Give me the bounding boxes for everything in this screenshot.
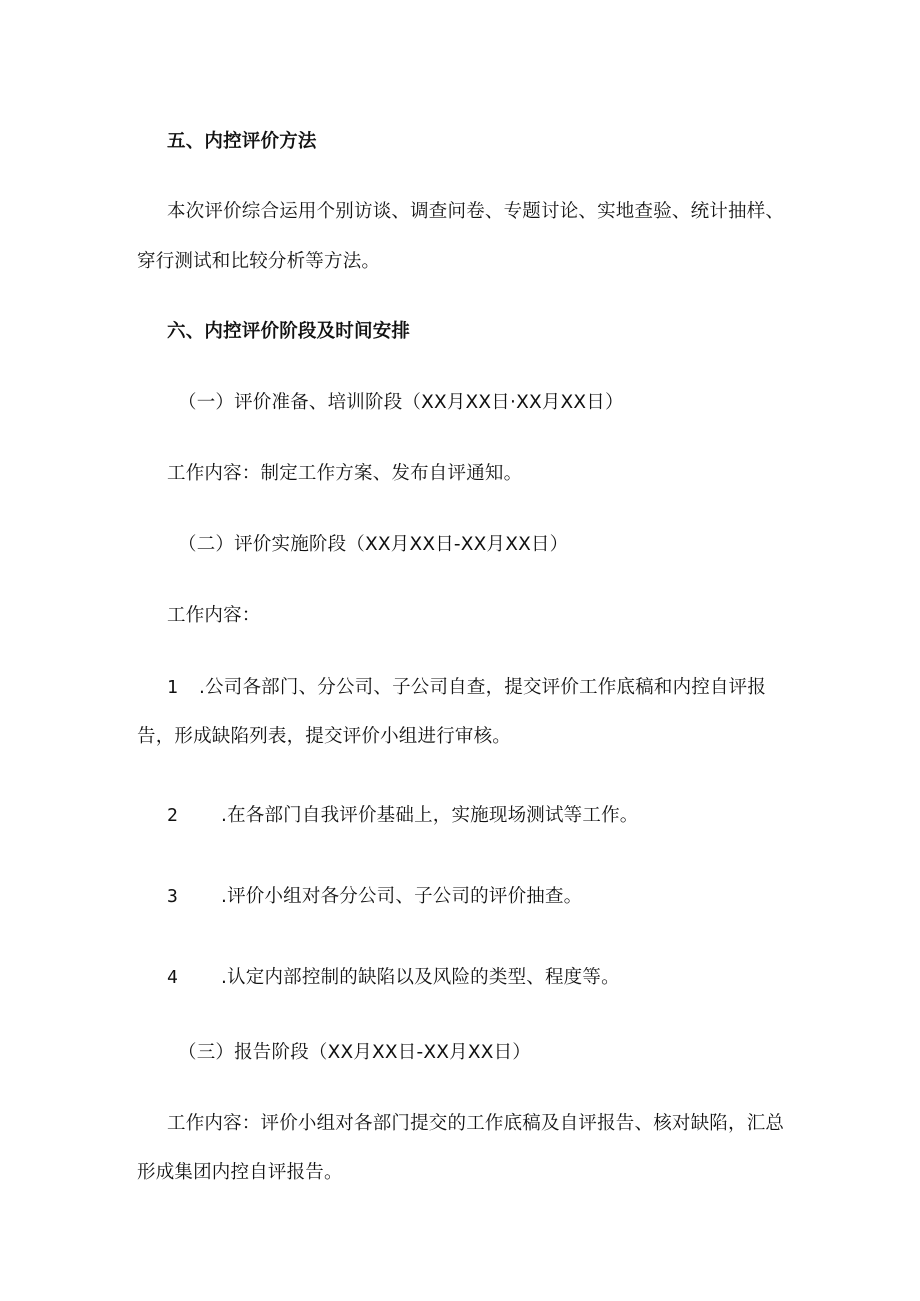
stage-1-content: 工作内容：制定工作方案、发布自评通知。: [167, 463, 523, 484]
stage-2-content-label: 工作内容：: [167, 605, 261, 626]
item-text: .在各部门自我评价基础上，实施现场测试等工作。: [221, 805, 639, 826]
section-5-paragraph-line-1: 本次评价综合运用个别访谈、调查问卷、专题讨论、实地查验、统计抽样、: [167, 201, 785, 222]
item-number: 1: [167, 677, 179, 698]
item-text: .公司各部门、分公司、子公司自查，提交评价工作底稿和内控自评报: [199, 677, 767, 698]
item-number: 3: [167, 886, 179, 907]
section-6-heading: 六、内控评价阶段及时间安排: [167, 321, 411, 342]
stage-2-item-4: [167, 966, 620, 990]
item-number: 2: [167, 805, 179, 826]
item-number: 4: [167, 967, 179, 988]
stage-3-content-line-1: 工作内容：评价小组对各部门提交的工作底稿及自评报告、核对缺陷，汇总: [167, 1113, 785, 1134]
item-text: .认定内部控制的缺陷以及风险的类型、程度等。: [221, 967, 620, 988]
section-5-heading: 五、内控评价方法: [167, 131, 317, 152]
stage-3-title: （三）报告阶段（XX月XX日-XX月XX日）: [178, 1042, 531, 1063]
item-text: .评价小组对各分公司、子公司的评价抽查。: [221, 886, 583, 907]
stage-2-item-1-line-1: [167, 676, 766, 700]
stage-2-item-2: [167, 804, 638, 828]
section-5-paragraph-line-2: 穿行测试和比较分析等方法。: [137, 251, 381, 272]
stage-3-content-line-2: 形成集团内控自评报告。: [137, 1162, 343, 1183]
stage-2-item-1-line-2: 告，形成缺陷列表，提交评价小组进行审核。: [137, 726, 512, 747]
stage-2-item-3: [167, 885, 582, 909]
stage-2-title: （二）评价实施阶段（XX月XX日-XX月XX日）: [178, 534, 569, 555]
stage-1-title: （一）评价准备、培训阶段（XX月XX日·XX月XX日）: [178, 392, 624, 413]
